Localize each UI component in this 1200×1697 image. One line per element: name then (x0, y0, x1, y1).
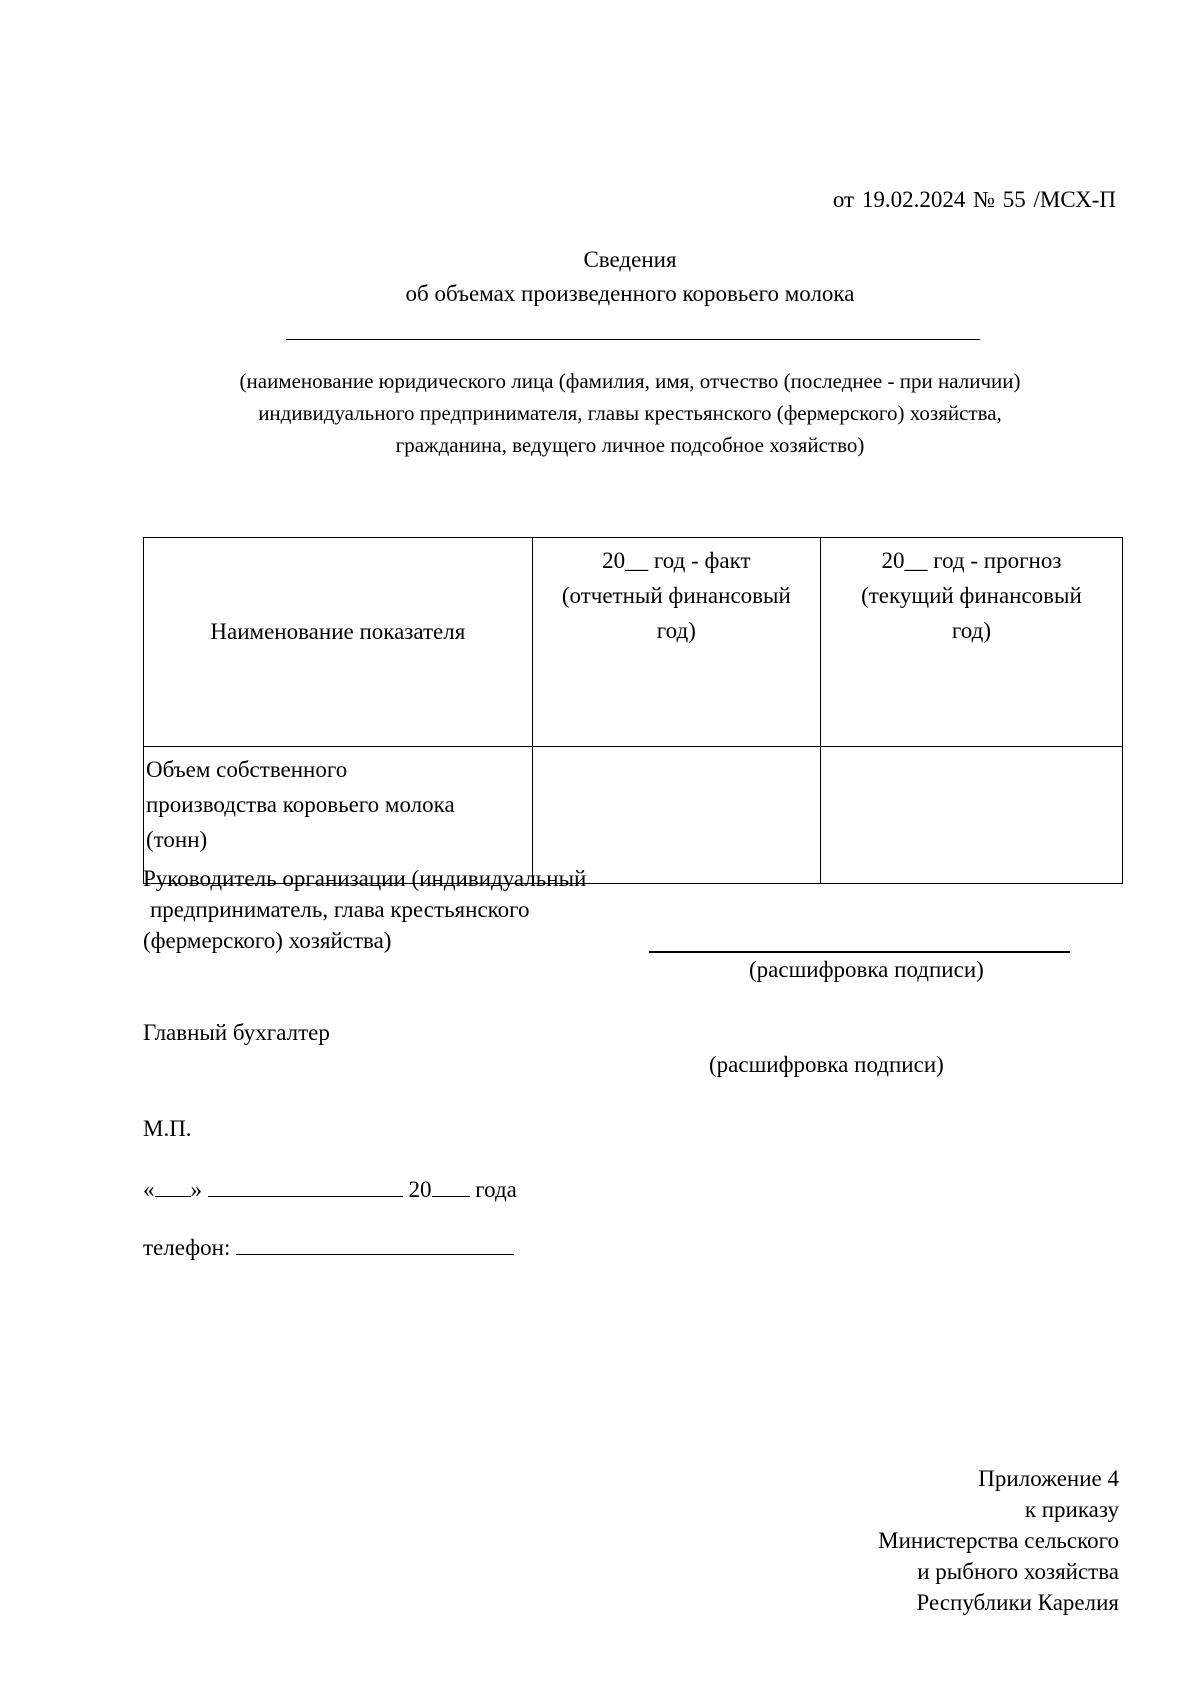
head-signature-label-line-3: (фермерского) хозяйства) (143, 928, 392, 953)
order-date-number: от 19.02.2024 № 55 /МСХ-П (832, 187, 1116, 212)
row-indicator (144, 747, 533, 884)
appendix-line-5: Республики Карелия (916, 1590, 1119, 1615)
date-close-quote: » (190, 1177, 202, 1202)
appendix-line-3: Министерства сельского (878, 1528, 1119, 1553)
day-blank[interactable] (155, 1174, 191, 1197)
organization-caption-line-2: индивидуального предпринимателя, главы крестьянского (фермерского) хозяйства, (258, 401, 1002, 425)
phone-label: телефон: (143, 1235, 231, 1260)
year-suffix: года (475, 1177, 517, 1202)
header-forecast (820, 538, 1122, 747)
head-signature-label-line-2: предприниматель, глава крестьянского (150, 897, 530, 922)
row-indicator-line: (тонн) (146, 827, 208, 852)
header-fact-line: 20__ год - факт (602, 548, 751, 573)
document-subtitle: об объемах произведенного коровьего молока (405, 281, 855, 306)
row-forecast-value-cell[interactable] (820, 747, 1122, 884)
date-open-quote: « (143, 1177, 155, 1202)
accountant-signature-decode-caption: (расшифровка подписи) (709, 1052, 944, 1077)
appendix-line-2: к приказу (1024, 1497, 1119, 1522)
table-header-row (144, 538, 1123, 747)
header-forecast-line: год) (951, 618, 991, 643)
head-signature-decode-caption: (расшифровка подписи) (749, 957, 984, 982)
header-fact-line: (отчетный финансовый (561, 583, 791, 608)
month-blank[interactable] (208, 1174, 403, 1197)
organization-name-blank-line (286, 339, 980, 340)
organization-caption-line-3: гражданина, ведущего личное подсобное хозяйство) (395, 433, 865, 457)
row-indicator-line: Объем собственного (146, 757, 348, 782)
milk-volume-table (143, 537, 1123, 884)
phone-line (143, 1232, 514, 1261)
header-fact-line: год) (656, 618, 696, 643)
year-prefix: 20 (408, 1177, 432, 1202)
row-indicator-line: производства коровьего молока (146, 792, 455, 817)
header-indicator-label: Наименование показателя (210, 618, 466, 644)
date-fill-line (143, 1174, 517, 1203)
year-blank[interactable] (432, 1174, 470, 1197)
header-forecast-line: (текущий финансовый (861, 583, 1082, 608)
accountant-label: Главный бухгалтер (143, 1020, 330, 1045)
header-forecast-line: 20__ год - прогноз (881, 548, 1062, 573)
organization-caption-line-1: (наименование юридического лица (фамилия, имя, отчество (последнее - при наличии) (239, 369, 1021, 393)
stamp-placeholder: М.П. (143, 1116, 192, 1141)
document-title: Сведения (583, 247, 677, 272)
head-signature-line[interactable] (649, 951, 1070, 953)
header-indicator (144, 538, 533, 747)
phone-blank[interactable] (236, 1232, 514, 1255)
head-signature-label-line-1: Руководитель организации (индивидуальный (143, 866, 587, 891)
appendix-line-1: Приложение 4 (978, 1466, 1119, 1491)
header-fact (532, 538, 820, 747)
row-fact-value-cell[interactable] (532, 747, 820, 884)
table-row (144, 747, 1123, 884)
appendix-line-4: и рыбного хозяйства (917, 1559, 1119, 1584)
